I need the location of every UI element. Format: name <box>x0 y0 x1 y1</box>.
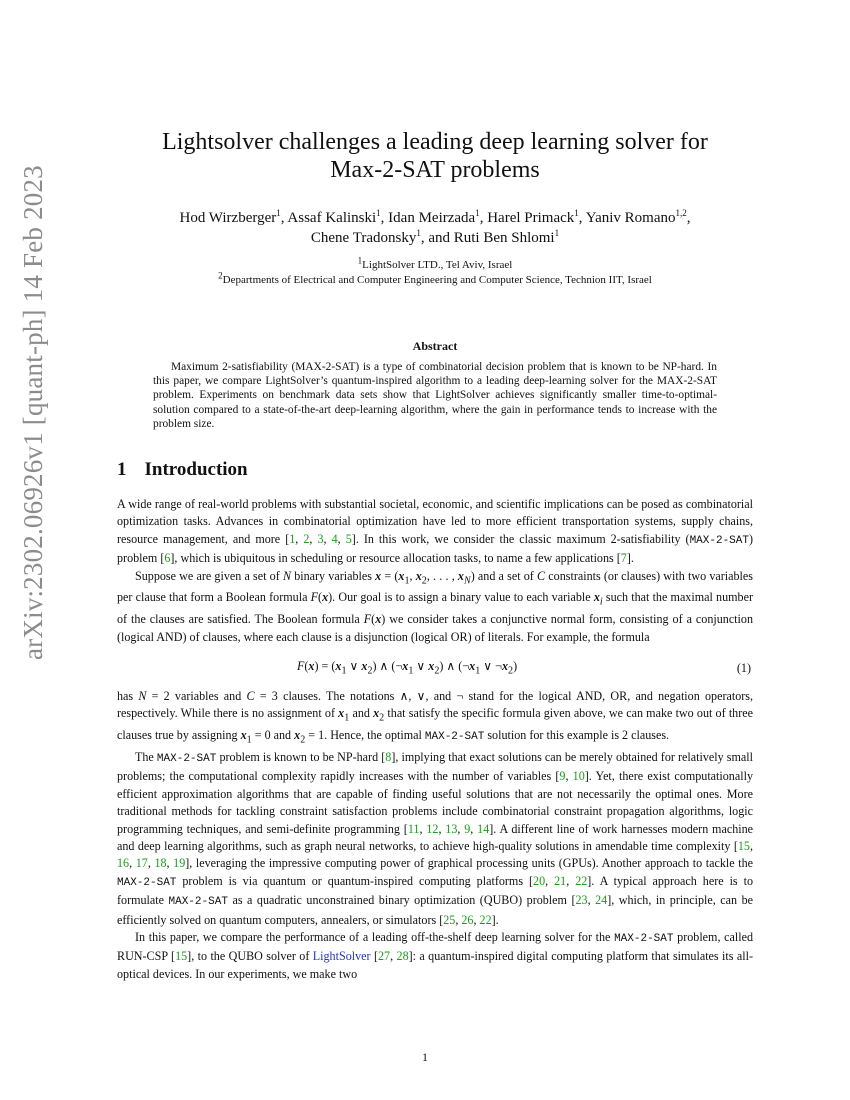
citation-link[interactable]: 11 <box>407 821 420 836</box>
author: Yaniv Romano$^{1,2}$ <box>585 208 687 226</box>
paragraph: A wide range of real-world problems with substantial societal, economic, and scientific implications can be posed as combinatorial optimization tasks. Advances in combinatorial optimization have led to more efficient transportation systems, supply chains, resource management, and more [1, 2, 3, 4, 5]. In this work, we consider the classic maximum 2-satisfiability (MAX-2-SAT) problem [6], which is ubiquitous in scheduling or resource allocation tasks, to name a few applications [7]. <box>117 497 754 566</box>
citation-link[interactable]: 20 <box>533 873 546 888</box>
paragraph: Suppose we are given a set of N binary variables $x = (x_1$, $x_2$, . . . , $x_N$) and a set of C constraints (or clauses) with two variables per clause that form a Boolean formula F(x). Our goal is to assign a binary value to each variable $x_i$ such that the maximal number of the clauses are satisfied. The Boolean formula F(x) we consider takes a conjunctive normal form, consisting of a conjunction (logical AND) of clauses, where each clause is a disjunction (logical OR) of literals. For example, the formula <box>117 568 754 644</box>
paper-title <box>100 128 770 184</box>
citation-link[interactable]: 9 <box>559 769 566 784</box>
citation-link[interactable]: 3 <box>317 531 324 546</box>
citation-link[interactable]: 22 <box>575 873 588 888</box>
page-number: 1 <box>422 1050 428 1064</box>
citation-link[interactable]: 23 <box>575 893 588 908</box>
section-heading <box>117 459 248 481</box>
citation-link[interactable]: 19 <box>173 856 186 871</box>
title-line-2: Max-2-SAT problems <box>330 157 540 183</box>
equation-body: $F(x) = (x_1$ ∨ $x_2$) ∧ ($\neg x_1$ ∨ $x_2$) ∧ ($\neg x_1$ ∨ $\neg x_2$) <box>297 659 518 677</box>
citation-link[interactable]: 12 <box>426 821 439 836</box>
author: Harel Primack$^1$ <box>487 208 579 226</box>
author-list: Hod Wirzberger$^1$, Assaf Kalinski$^1$, Idan Meirzada$^1$, Harel Primack$^1$, Yaniv Romano$^{1,2}$, Chene Tradonsky$^1$, and Ruti Ben Shlomi$^1$ <box>179 208 691 246</box>
citation-link[interactable]: 10 <box>572 769 585 784</box>
citation-link[interactable]: 21 <box>554 873 567 888</box>
arxiv-id[interactable]: arXiv:2302.06926v1 [quant-ph] 14 Feb 2023 <box>18 165 48 660</box>
citation-link[interactable]: 16 <box>117 856 130 871</box>
abstract-text: Maximum 2-satisfiability (MAX-2-SAT) is a type of combinatorial decision problem that is known to be NP-hard. In this paper, we compare LightSolver’s quantum-inspired algorithm to a leading deep-learning solver for the MAX-2-SAT problem. Experiments on benchmark data sets show that LightSolver achieves significantly smaller time-to-optimal-solution compared to a state-of-the-art deep-learning algorithm, where the gain in performance tends to increase with the problem size. <box>153 361 717 430</box>
citation-link[interactable]: 6 <box>164 551 171 566</box>
equation <box>117 658 753 680</box>
citation-link[interactable]: 9 <box>464 821 471 836</box>
affiliation: $^2$Departments of Electrical and Computer Engineering and Computer Science, Technion IIT, Israel <box>218 270 652 286</box>
citation-link[interactable]: 14 <box>477 821 490 836</box>
citation-link[interactable]: 24 <box>595 893 608 908</box>
equation-number: (1) <box>736 661 751 676</box>
citation-link[interactable]: 26 <box>461 912 474 927</box>
affiliations <box>110 255 760 288</box>
citation-link[interactable]: 18 <box>154 856 167 871</box>
citation-link[interactable]: 15 <box>737 838 750 853</box>
author: Assaf Kalinski$^1$ <box>287 208 381 226</box>
citation-link[interactable]: 22 <box>479 912 492 927</box>
author: Idan Meirzada$^1$ <box>388 208 480 226</box>
section-title: Introduction <box>144 459 248 480</box>
paragraph: The MAX-2-SAT problem is known to be NP-hard [8], implying that exact solutions can be merely obtained for relatively small problems; the computational complexity rapidly increases with the number of variables [9, 10]. Yet, there exist computationally efficient approximation algorithms that are capable of finding useful solutions that are not necessarily the optimal ones. More traditional methods for tackling constraint satisfaction problems include combinatorial constraint propagation algorithms, logic programming techniques, and semi-definite programming [11, 12, 13, 9, 14]. A different line of work harnesses modern machine and deep learning algorithms, such as graph neural networks, to achieve high-quality solutions in amendable time complexity [15, 16, 17, 18, 19], leveraging the impressive computing power of graphical processing units (GPUs). Another approach to tackle the MAX-2-SAT problem is via quantum or quantum-inspired computing platforms [20, 21, 22]. A typical approach here is to formulate MAX-2-SAT as a quadratic unconstrained binary optimization (QUBO) problem [23, 24], which, in principle, can be efficiently solved on quantum computers, annealers, or simulators [25, 26, 22]. <box>117 749 754 927</box>
citation-link[interactable]: 5 <box>345 531 352 546</box>
citation-link[interactable]: 17 <box>135 856 148 871</box>
lightsolver-link[interactable]: LightSolver <box>312 949 371 964</box>
citation-link[interactable]: 8 <box>385 749 392 764</box>
paragraph: has N = 2 variables and C = 3 clauses. The notations ∧, ∨, and ¬ stand for the logical AND, OR, and negation operators, respectively. While there is no assignment of $x_1$ and $x_2$ that satisfy the specific formula given above, we can make two out of three clauses true by assigning $x_1 = 0$ and $x_2 = 1$. Hence, the optimal MAX-2-SAT solution for this example is 2 clauses. <box>117 688 753 746</box>
citation-link[interactable]: 15 <box>175 949 188 964</box>
author: Hod Wirzberger$^1$ <box>179 208 281 226</box>
citation-link[interactable]: 1 <box>289 531 296 546</box>
citation-link[interactable]: 4 <box>331 531 338 546</box>
author: Ruti Ben Shlomi$^1$ <box>453 228 560 246</box>
author: Chene Tradonsky$^1$ <box>310 228 421 246</box>
citation-link[interactable]: 25 <box>443 912 456 927</box>
body-text <box>117 496 753 983</box>
title-line-1: Lightsolver challenges a leading deep learning solver for <box>162 129 708 155</box>
abstract-heading: Abstract <box>412 339 458 353</box>
citation-link[interactable]: 28 <box>396 949 409 964</box>
affiliation: $^1$LightSolver LTD., Tel Aviv, Israel <box>357 255 513 271</box>
citation-link[interactable]: 27 <box>377 949 391 964</box>
citation-link[interactable]: 2 <box>303 531 310 546</box>
section-number: 1 <box>117 459 127 480</box>
citation-link[interactable]: 13 <box>445 821 458 836</box>
paragraph: In this paper, we compare the performance of a leading off-the-shelf deep learning solver for the MAX-2-SAT problem, called RUN-CSP [15], to the QUBO solver of LightSolver [27, 28]: a quantum-inspired digital computing platform that simulates its all-optical devices. In our experiments, we make two <box>117 929 753 981</box>
citation-link[interactable]: 7 <box>620 551 627 566</box>
